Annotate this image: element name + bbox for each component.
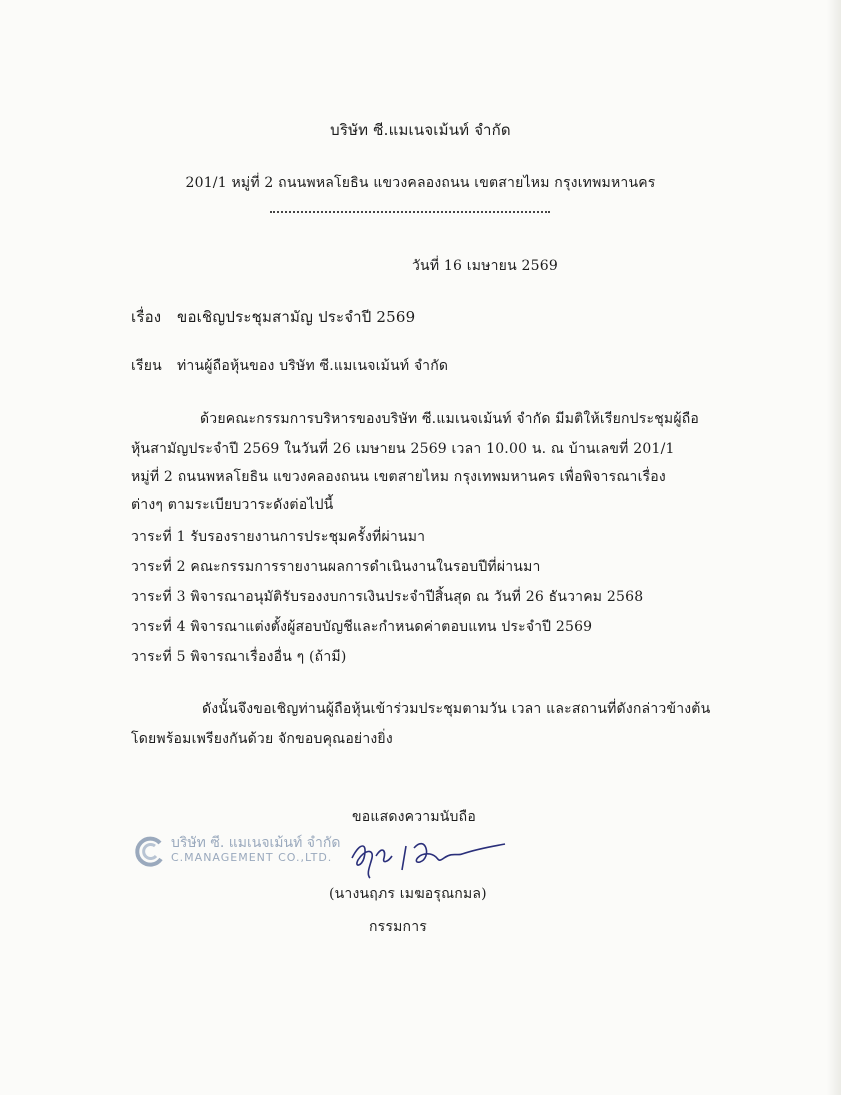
- header-divider: [270, 210, 550, 213]
- recipient-label: เรียน: [131, 358, 162, 374]
- company-name: บริษัท ซี.แมเนจเม้นท์ จำกัด: [330, 121, 511, 139]
- regards-text: ขอแสดงความนับถือ: [352, 809, 476, 825]
- closing-line: ดังนั้นจึงขอเชิญท่านผู้ถือหุ้นเข้าร่วมประชุมตามวัน เวลา และสถานที่ดังกล่าวข้างต้น: [202, 701, 711, 717]
- signatory-name: (นางนฤภร เมฆอรุณกมล): [329, 886, 487, 902]
- body-line: หมู่ที่ 2 ถนนพหลโยธิน แขวงคลองถนน เขตสายไหม กรุงเทพมหานคร เพื่อพิจารณาเรื่อง: [131, 469, 666, 485]
- agenda-item: วาระที่ 1 รับรองรายงานการประชุมครั้งที่ผ่านมา: [131, 529, 426, 545]
- page-edge-shadow: [827, 0, 841, 1095]
- body-line: หุ้นสามัญประจำปี 2569 ในวันที่ 26 เมษายน 2569 เวลา 10.00 น. ณ บ้านเลขที่ 201/1: [131, 441, 675, 457]
- body-line: ต่างๆ ตามระเบียบวาระดังต่อไปนี้: [131, 497, 334, 513]
- company-stamp: [133, 832, 343, 872]
- stamp-thai-text: บริษัท ซี. แมเนจเม้นท์ จำกัด: [171, 835, 341, 851]
- company-address: 201/1 หมู่ที่ 2 ถนนพหลโยธิน แขวงคลองถนน เขตสายไหม กรุงเทพมหานคร: [185, 175, 656, 191]
- handwritten-signature: [340, 828, 510, 884]
- agenda-item: วาระที่ 5 พิจารณาเรื่องอื่น ๆ (ถ้ามี): [131, 649, 347, 665]
- letter-date: วันที่ 16 เมษายน 2569: [412, 258, 558, 274]
- company-logo-icon: [133, 834, 167, 868]
- body-line: ด้วยคณะกรรมการบริหารของบริษัท ซี.แมเนจเม้นท์ จำกัด มีมติให้เรียกประชุมผู้ถือ: [200, 411, 700, 427]
- agenda-item: วาระที่ 3 พิจารณาอนุมัติรับรองงบการเงินประจำปีสิ้นสุด ณ วันที่ 26 ธันวาคม 2568: [131, 589, 644, 605]
- subject-text: ขอเชิญประชุมสามัญ ประจำปี 2569: [177, 308, 416, 326]
- stamp-english-text: C.MANAGEMENT CO.,LTD.: [171, 851, 333, 864]
- closing-line: โดยพร้อมเพรียงกันด้วย จักขอบคุณอย่างยิ่ง: [131, 731, 393, 747]
- agenda-item: วาระที่ 4 พิจารณาแต่งตั้งผู้สอบบัญชีและกำหนดค่าตอบแทน ประจำปี 2569: [131, 619, 593, 635]
- signatory-title: กรรมการ: [369, 919, 428, 935]
- subject-label: เรื่อง: [131, 308, 162, 326]
- agenda-item: วาระที่ 2 คณะกรรมการรายงานผลการดำเนินงานในรอบปีที่ผ่านมา: [131, 559, 541, 575]
- recipient-text: ท่านผู้ถือหุ้นของ บริษัท ซี.แมเนจเม้นท์ จำกัด: [177, 358, 449, 374]
